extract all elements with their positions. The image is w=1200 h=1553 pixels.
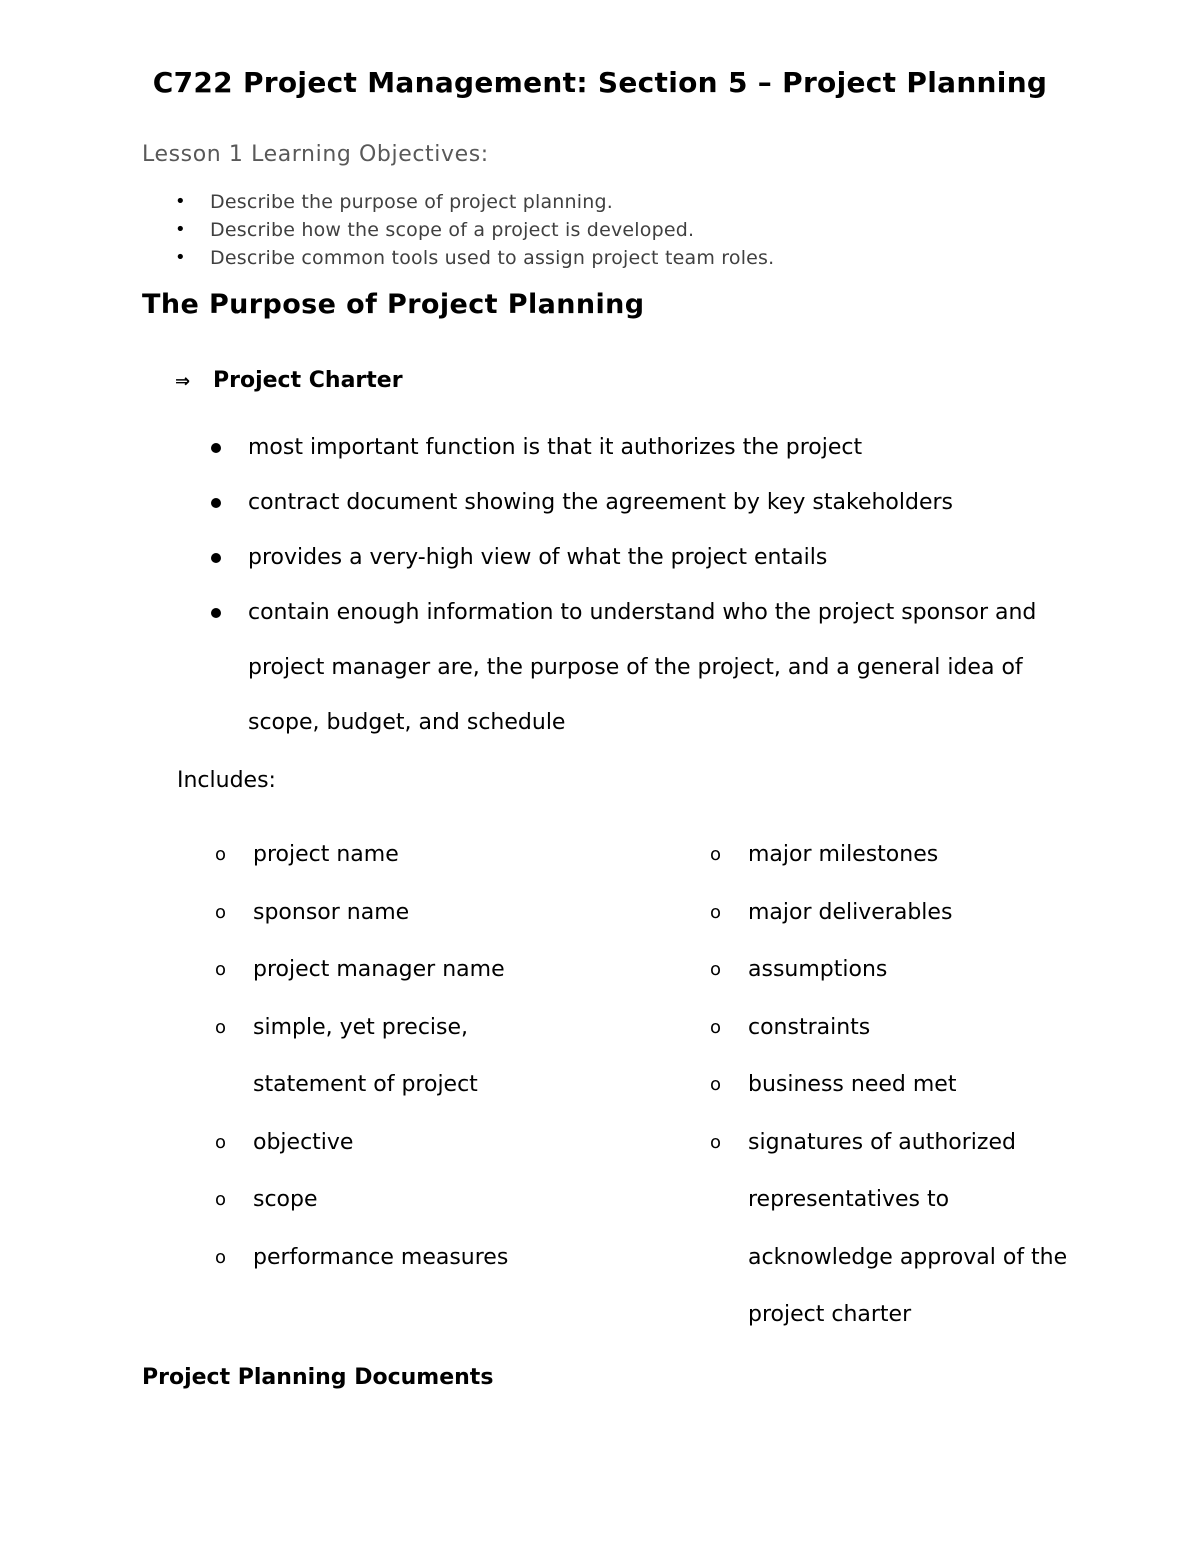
- include-item-text: objective: [253, 1129, 354, 1155]
- include-item-text: major deliverables: [748, 899, 953, 925]
- circle-bullet-icon: o: [710, 1131, 722, 1153]
- includes-label: Includes:: [177, 768, 276, 793]
- include-item-text: assumptions: [748, 957, 888, 982]
- list-item: [710, 941, 1150, 999]
- bullet-icon: •: [175, 191, 186, 212]
- charter-point-text: contract document showing the agreement by key stakeholders: [248, 490, 953, 515]
- bullet-icon: [211, 608, 221, 618]
- charter-point-text: provides a very-high view of what the project entails: [248, 545, 828, 570]
- section-heading: The Purpose of Project Planning: [142, 289, 645, 320]
- bullet-icon: [211, 498, 221, 508]
- bullet-icon: [211, 553, 221, 563]
- bullet-icon: •: [175, 219, 186, 240]
- list-item: [710, 1114, 1088, 1344]
- charter-point-text: most important function is that it authorizes the project: [248, 435, 863, 460]
- list-item: [215, 1171, 655, 1229]
- list-item: [208, 475, 1058, 530]
- arrow-icon: ⇒: [175, 371, 191, 392]
- circle-bullet-icon: o: [215, 901, 227, 923]
- project-charter-label: Project Charter: [213, 368, 403, 393]
- circle-bullet-icon: o: [710, 844, 722, 865]
- list-item: [142, 188, 1042, 216]
- list-item: [215, 941, 655, 999]
- list-item: [710, 884, 1150, 942]
- include-item-text: scope: [253, 1187, 318, 1212]
- list-item: [142, 216, 1042, 244]
- charter-points-list: [208, 420, 1058, 750]
- bullet-icon: •: [175, 247, 186, 268]
- page-title: C722 Project Management: Section 5 – Project Planning: [152, 66, 1048, 99]
- includes-list-left: [215, 826, 655, 1286]
- bullet-icon: [211, 443, 221, 453]
- circle-bullet-icon: o: [710, 1074, 722, 1095]
- include-item-text: project manager name: [253, 957, 505, 982]
- circle-bullet-icon: o: [215, 1131, 227, 1153]
- circle-bullet-icon: o: [215, 1189, 227, 1210]
- objective-text: Describe how the scope of a project is developed.: [210, 219, 695, 241]
- includes-list-right: [710, 826, 1150, 1344]
- list-item: [710, 999, 1150, 1057]
- list-item: [208, 420, 1058, 475]
- include-item-text: project name: [253, 842, 399, 867]
- include-item-text: simple, yet precise, statement of project: [253, 1014, 478, 1097]
- include-item-text: major milestones: [748, 842, 939, 867]
- list-item: [215, 1229, 655, 1287]
- list-item: [215, 826, 655, 884]
- include-item-text: constraints: [748, 1014, 871, 1040]
- include-item-text: performance measures: [253, 1244, 509, 1270]
- circle-bullet-icon: o: [710, 1016, 722, 1038]
- objective-text: Describe common tools used to assign project team roles.: [210, 247, 775, 269]
- lesson-objectives-heading: Lesson 1 Learning Objectives:: [142, 142, 489, 167]
- list-item: [710, 1056, 1150, 1114]
- list-item: [215, 884, 655, 942]
- include-item-text: signatures of authorized representatives to acknowledge approval of the project charter: [748, 1129, 1068, 1327]
- objectives-list: [142, 188, 1042, 272]
- circle-bullet-icon: o: [215, 959, 227, 980]
- circle-bullet-icon: o: [215, 1016, 227, 1038]
- list-item: [142, 244, 1042, 272]
- circle-bullet-icon: o: [710, 901, 722, 923]
- list-item: [208, 530, 1058, 585]
- objective-text: Describe the purpose of project planning.: [210, 191, 614, 213]
- list-item: [215, 999, 553, 1114]
- charter-point-text: contain enough information to understand who the project sponsor and project manager are, the purpose of the project, and a general idea of scope, budget, and schedule: [248, 600, 1037, 735]
- list-item: [208, 585, 1058, 750]
- include-item-text: sponsor name: [253, 899, 410, 925]
- include-item-text: business need met: [748, 1072, 957, 1097]
- project-charter-heading: [175, 368, 403, 393]
- planning-documents-heading: Project Planning Documents: [142, 1365, 494, 1390]
- list-item: [215, 1114, 655, 1172]
- list-item: [710, 826, 1150, 884]
- circle-bullet-icon: o: [710, 959, 722, 980]
- circle-bullet-icon: o: [215, 1246, 227, 1268]
- circle-bullet-icon: o: [215, 844, 227, 865]
